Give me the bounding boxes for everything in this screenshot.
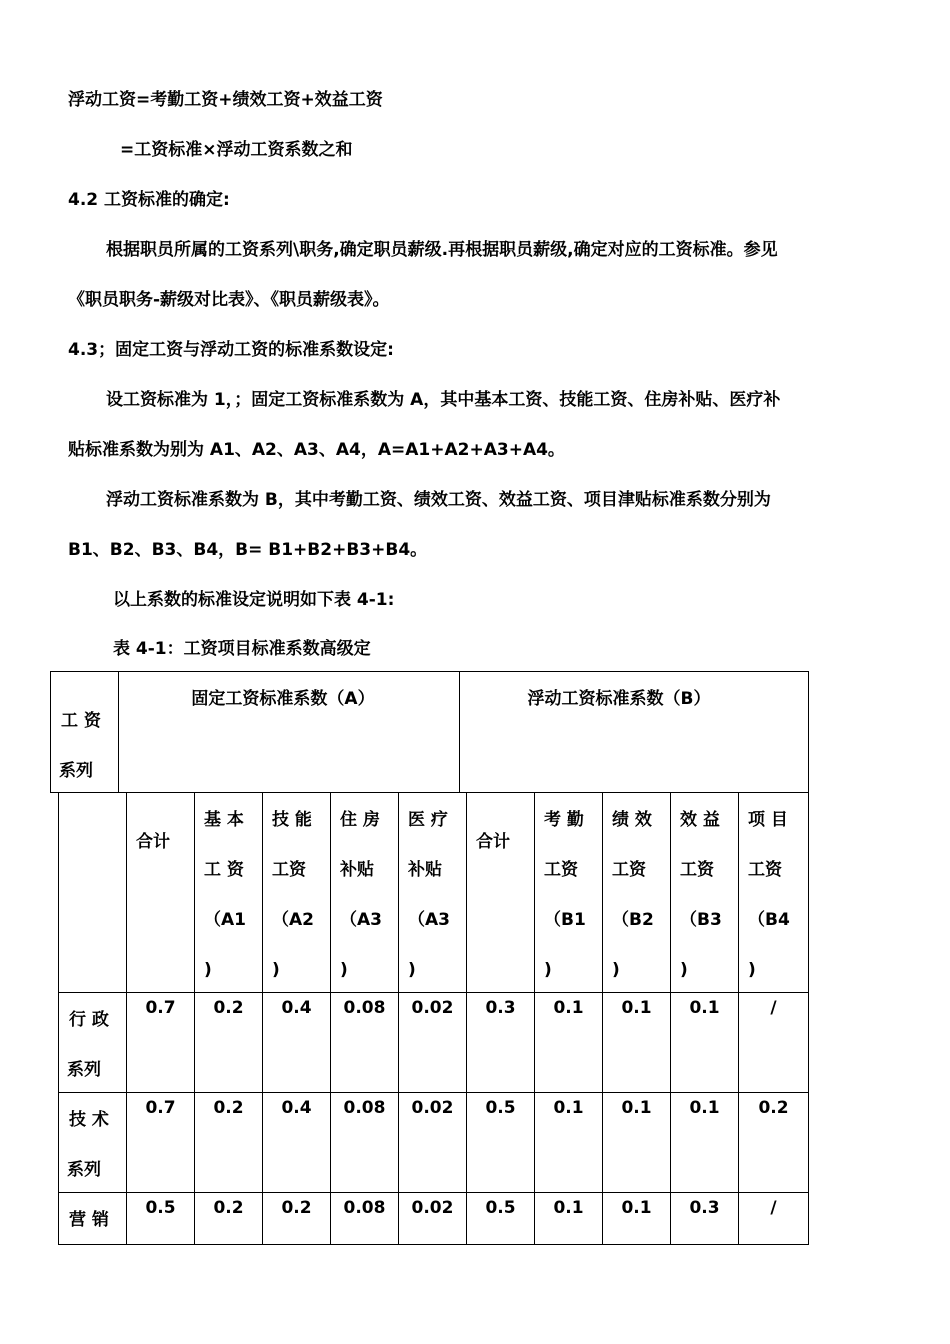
table-cell (670, 992, 739, 1093)
table-cell (126, 1192, 195, 1245)
table-cell (194, 1192, 263, 1245)
cell-value: 0.2 (758, 1098, 789, 1118)
subheader-attendance-l4: ) (544, 960, 552, 980)
table-cell (262, 992, 331, 1093)
table-cell (126, 992, 195, 1093)
table-cell (602, 992, 671, 1093)
cell-value: 0.5 (485, 1198, 516, 1218)
paragraph-table-intro: 以上系数的标准设定说明如下表 4-1: (113, 590, 395, 610)
subheader-basic-wage-l1: 基 本 (204, 810, 244, 830)
header-group-fixed-label: 固定工资标准系数（A） (191, 689, 375, 709)
subheader-empty-cell (58, 792, 127, 993)
cell-value: 0.08 (343, 998, 386, 1018)
cell-value: 0.4 (281, 1098, 312, 1118)
subheader-medical-l1: 医 疗 (408, 810, 448, 830)
paragraph-wage-standard-line1: 根据职员所属的工资系列\职务,确定职员薪级.再根据职员薪级,确定对应的工资标准。参见 (106, 240, 778, 260)
cell-value: 0.7 (145, 998, 176, 1018)
cell-value: 0.02 (411, 1198, 454, 1218)
subheader-housing-l3: （A3 (340, 910, 382, 930)
table-cell (534, 1192, 603, 1245)
row-tech-label-l1: 技 术 (69, 1110, 109, 1130)
subheader-project-l1: 项 目 (748, 810, 788, 830)
cell-value: 0.3 (485, 998, 516, 1018)
cell-value: 0.08 (343, 1198, 386, 1218)
header-group-floating-label: 浮动工资标准系数（B） (527, 689, 711, 709)
header-group-fixed (118, 671, 460, 793)
subheader-fixed-total-label: 合计 (136, 832, 170, 852)
table-cell (194, 1092, 263, 1193)
paragraph-floating-coefficient-line1: 浮动工资标准系数为 B，其中考勤工资、绩效工资、效益工资、项目津贴标准系数分别为 (106, 490, 771, 510)
table-cell (398, 992, 467, 1093)
table-cell (738, 1192, 809, 1245)
subheader-housing-allowance (330, 792, 399, 993)
row-sales-label (58, 1192, 127, 1245)
subheader-skill-wage-l4: ) (272, 960, 280, 980)
cell-value: 0.2 (213, 1198, 244, 1218)
table-cell (330, 1092, 399, 1193)
cell-value: 0.08 (343, 1098, 386, 1118)
table-cell (398, 1192, 467, 1245)
paragraph-fixed-coefficient-line2: 贴标准系数为别为 A1、A2、A3、A4，A=A1+A2+A3+A4。 (68, 440, 565, 460)
row-admin-label-l1: 行 政 (69, 1010, 109, 1030)
subheader-benefit-wage (670, 792, 739, 993)
table-cell (738, 1092, 809, 1193)
table-cell (330, 992, 399, 1093)
subheader-performance-l1: 绩 效 (612, 810, 652, 830)
cell-value: 0.2 (213, 998, 244, 1018)
subheader-performance-l4: ) (612, 960, 620, 980)
row-sales-label-l1: 营 销 (69, 1210, 109, 1230)
cell-value: 0.7 (145, 1098, 176, 1118)
cell-value: 0.02 (411, 1098, 454, 1118)
cell-value: 0.2 (213, 1098, 244, 1118)
subheader-medical-l2: 补贴 (408, 860, 442, 880)
header-series-line1: 工 资 (61, 711, 101, 731)
subheader-medical-l4: ) (408, 960, 416, 980)
cell-value: 0.3 (689, 1198, 720, 1218)
subheader-floating-total-label: 合计 (476, 832, 510, 852)
cell-value: 0.1 (553, 1098, 584, 1118)
cell-value: / (770, 998, 777, 1018)
cell-value: 0.4 (281, 998, 312, 1018)
subheader-project-l2: 工资 (748, 860, 782, 880)
subheader-project-l4: ) (748, 960, 756, 980)
cell-value: 0.5 (485, 1098, 516, 1118)
cell-value: 0.2 (281, 1198, 312, 1218)
table-cell (330, 1192, 399, 1245)
subheader-basic-wage-l2: 工 资 (204, 860, 244, 880)
section-heading-4-3: 4.3；固定工资与浮动工资的标准系数设定: (68, 340, 394, 360)
table-cell (602, 1092, 671, 1193)
subheader-skill-wage-l1: 技 能 (272, 810, 312, 830)
cell-value: 0.1 (689, 998, 720, 1018)
subheader-attendance-wage (534, 792, 603, 993)
subheader-skill-wage-l3: （A2 (272, 910, 314, 930)
paragraph-fixed-coefficient-line1: 设工资标准为 1，；固定工资标准系数为 A，其中基本工资、技能工资、住房补贴、医疗补 (106, 390, 781, 410)
formula-floating-wage-continued: =工资标准×浮动工资系数之和 (120, 140, 353, 160)
subheader-basic-wage-l3: （A1 (204, 910, 246, 930)
cell-value: 0.02 (411, 998, 454, 1018)
subheader-benefit-l3: （B3 (680, 910, 722, 930)
table-caption: 表 4-1：工资项目标准系数高级定 (113, 639, 371, 659)
cell-value: 0.1 (553, 998, 584, 1018)
header-series-line2: 系列 (59, 761, 93, 781)
subheader-benefit-l4: ) (680, 960, 688, 980)
subheader-basic-wage-l4: ) (204, 960, 212, 980)
row-tech-label (58, 1092, 127, 1193)
formula-floating-wage: 浮动工资=考勤工资+绩效工资+效益工资 (68, 90, 383, 110)
subheader-project-wage (738, 792, 809, 993)
subheader-housing-l2: 补贴 (340, 860, 374, 880)
cell-value: 0.1 (621, 1198, 652, 1218)
table-cell (670, 1192, 739, 1245)
cell-value: / (770, 1198, 777, 1218)
table-cell (602, 1192, 671, 1245)
subheader-attendance-l1: 考 勤 (544, 810, 584, 830)
cell-value: 0.1 (621, 998, 652, 1018)
subheader-benefit-l2: 工资 (680, 860, 714, 880)
table-cell (262, 1092, 331, 1193)
table-cell (126, 1092, 195, 1193)
header-group-floating (459, 671, 809, 793)
table-cell (466, 992, 535, 1093)
cell-value: 0.1 (621, 1098, 652, 1118)
subheader-fixed-total (126, 792, 195, 993)
subheader-medical-allowance (398, 792, 467, 993)
table-cell (194, 992, 263, 1093)
paragraph-floating-coefficient-line2: B1、B2、B3、B4，B= B1+B2+B3+B4。 (68, 540, 428, 560)
cell-value: 0.1 (689, 1098, 720, 1118)
subheader-performance-l2: 工资 (612, 860, 646, 880)
header-series-cell (50, 671, 119, 793)
subheader-attendance-l3: （B1 (544, 910, 586, 930)
table-cell (398, 1092, 467, 1193)
paragraph-wage-standard-line2: 《职员职务-薪级对比表》、《职员薪级表》。 (68, 290, 390, 310)
table-cell (670, 1092, 739, 1193)
table-cell (738, 992, 809, 1093)
table-cell (466, 1192, 535, 1245)
subheader-performance-l3: （B2 (612, 910, 654, 930)
row-tech-label-l2: 系列 (67, 1160, 101, 1180)
table-cell (534, 1092, 603, 1193)
cell-value: 0.1 (553, 1198, 584, 1218)
subheader-project-l3: （B4 (748, 910, 790, 930)
subheader-basic-wage (194, 792, 263, 993)
row-admin-label (58, 992, 127, 1093)
row-admin-label-l2: 系列 (67, 1060, 101, 1080)
subheader-attendance-l2: 工资 (544, 860, 578, 880)
table-cell (262, 1192, 331, 1245)
cell-value: 0.5 (145, 1198, 176, 1218)
subheader-floating-total (466, 792, 535, 993)
table-cell (534, 992, 603, 1093)
subheader-skill-wage-l2: 工资 (272, 860, 306, 880)
subheader-benefit-l1: 效 益 (680, 810, 720, 830)
subheader-performance-wage (602, 792, 671, 993)
subheader-housing-l4: ) (340, 960, 348, 980)
subheader-medical-l3: （A3 (408, 910, 450, 930)
section-heading-4-2: 4.2 工资标准的确定: (68, 190, 230, 210)
subheader-skill-wage (262, 792, 331, 993)
subheader-housing-l1: 住 房 (340, 810, 380, 830)
table-cell (466, 1092, 535, 1193)
